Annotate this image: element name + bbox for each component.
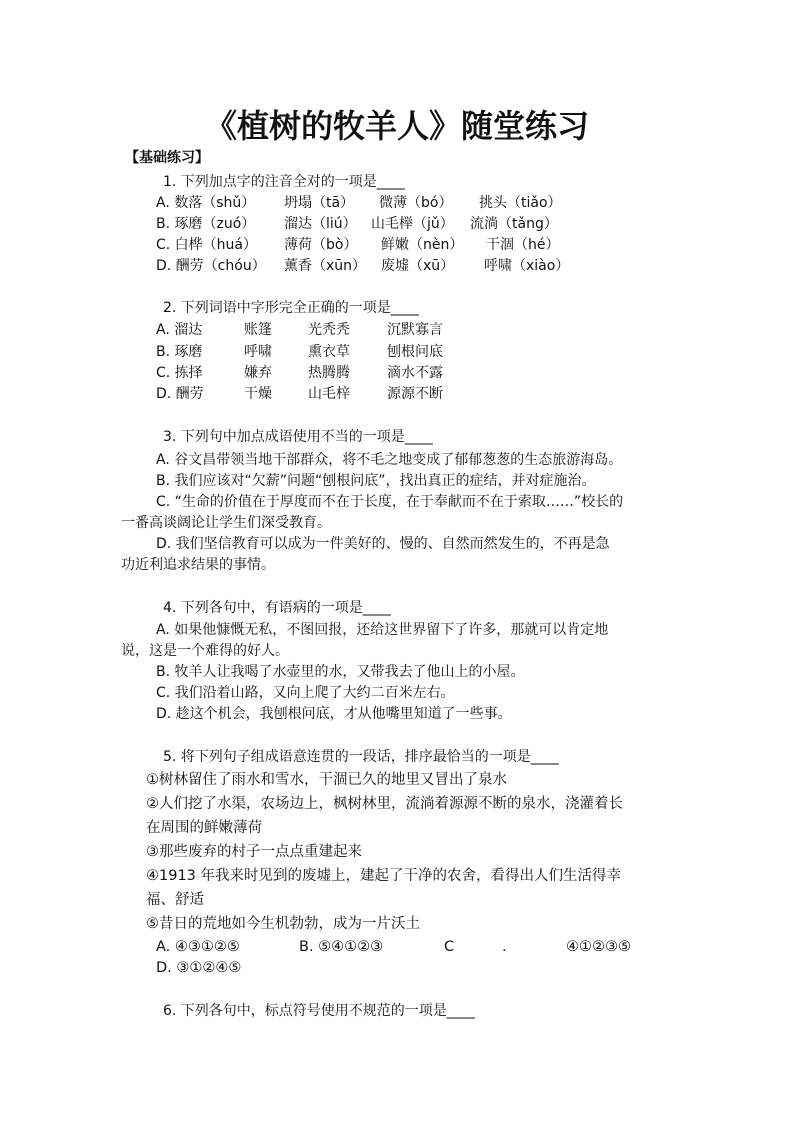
option-cell: 呼啸 — [244, 344, 272, 360]
option-a: A. ④③①②⑤ — [156, 939, 240, 955]
option-cell: 流淌（tǎng） — [470, 216, 558, 232]
question-4-option-a-cont: 说，这是一个难得的好人。 — [121, 643, 289, 659]
question-3-option-d-cont: 功近利追求结果的事情。 — [121, 557, 275, 573]
question-5-option-d: D. ③①②④⑤ — [156, 960, 242, 976]
question-4-option-b: B. 牧羊人让我喝了水壶里的水，又带我去了他山上的小屋。 — [156, 664, 525, 680]
option-cell: A. 溜达 — [156, 322, 203, 338]
question-3-option-c-cont: 一番高谈阔论让学生们深受教育。 — [121, 515, 331, 531]
question-5-sentence-2-cont: 在周围的鲜嫩薄荷 — [146, 820, 262, 836]
option-cell: 热腾腾 — [308, 365, 350, 381]
question-4-stem: 4. 下列各句中，有语病的一项是____ — [163, 600, 391, 616]
worksheet-title: 《植树的牧羊人》随堂练习 — [204, 107, 589, 145]
option-cell: 溜达（liú） — [284, 216, 357, 232]
option-cell: B. 琢磨（zuó） — [156, 216, 256, 232]
option-cell: D. 酬劳（chóu） — [156, 258, 266, 274]
option-b: B. ⑤④①②③ — [299, 939, 384, 955]
option-cell: 山毛榉（jǔ） — [371, 216, 454, 232]
question-4-option-c: C. 我们沿着山路，又向上爬了大约二百米左右。 — [156, 685, 455, 701]
question-5-sentence-5: ⑤昔日的荒地如今生机勃勃，成为一片沃土 — [146, 916, 420, 932]
question-1-stem: 1. 下列加点字的注音全对的一项是____ — [163, 174, 405, 190]
question-3-stem: 3. 下列句中加点成语使用不当的一项是____ — [163, 429, 433, 445]
question-2-stem: 2. 下列词语中字形完全正确的一项是____ — [163, 300, 419, 316]
option-cell: 刨根问底 — [387, 344, 443, 360]
option-cell: 干涸（hé） — [486, 237, 560, 253]
option-c-label: C — [444, 939, 455, 955]
question-5-sentence-2: ②人们挖了水渠，农场边上，枫树林里，流淌着源源不断的泉水，浇灌着长 — [146, 796, 623, 812]
question-6-stem: 6. 下列各句中，标点符号使用不规范的一项是____ — [163, 1003, 475, 1019]
question-5-sentence-4: ④1913 年我来时见到的废墟上，建起了干净的农舍，看得出人们生活得幸 — [146, 868, 622, 884]
option-cell: 光秃秃 — [308, 322, 350, 338]
option-cell: 账篷 — [244, 322, 272, 338]
question-5-sentence-1: ①树林留住了雨水和雪水，干涸已久的地里又冒出了泉水 — [146, 772, 507, 788]
option-cell: 源源不断 — [387, 386, 443, 402]
option-cell: 挑头（tiǎo） — [479, 195, 562, 211]
option-cell: 薄荷（bò） — [284, 237, 358, 253]
question-4-option-d: D. 趁这个机会，我刨根问底，才从他嘴里知道了一些事。 — [156, 706, 512, 722]
option-cell: 嫌弃 — [244, 365, 272, 381]
question-3-option-a: A. 谷文昌带领当地干部群众，将不毛之地变成了郁郁葱葱的生态旅游海岛。 — [156, 452, 623, 468]
option-cell: 山毛梓 — [308, 386, 350, 402]
question-3-option-c: C. “生命的价值在于厚度而不在于长度，在于奉献而不在于索取……”校长的 — [156, 494, 624, 510]
option-cell: D. 酬劳 — [156, 386, 204, 402]
option-cell: 坍塌（tā） — [284, 195, 355, 211]
question-5-sentence-3: ③那些废弃的村子一点点重建起来 — [146, 844, 362, 860]
option-cell: 沉默寡言 — [387, 322, 443, 338]
question-3-option-d: D. 我们坚信教育可以成为一件美好的、慢的、自然而然发生的，不再是急 — [156, 536, 610, 552]
option-cell: B. 琢磨 — [156, 344, 203, 360]
option-c: ④①②③⑤ — [566, 939, 631, 955]
option-cell: 鲜嫩（nèn） — [381, 237, 464, 253]
option-cell: A. 数落（shǔ） — [156, 195, 256, 211]
option-cell: C. 白桦（huá） — [156, 237, 258, 253]
option-c-dot: . — [502, 939, 507, 955]
option-cell: 熏衣草 — [308, 344, 350, 360]
question-3-option-b: B. 我们应该对“欠薪”问题“刨根问底”，找出真正的症结，并对症施治。 — [156, 473, 596, 489]
option-cell: 滴水不露 — [387, 365, 443, 381]
option-cell: 废墟（xū） — [381, 258, 455, 274]
option-cell: 干燥 — [244, 386, 272, 402]
question-5-stem: 5. 将下列句子组成语意连贯的一段话，排序最恰当的一项是____ — [163, 749, 559, 765]
option-cell: C. 拣择 — [156, 365, 203, 381]
option-cell: 薰香（xūn） — [284, 258, 367, 274]
section-heading: 【基础练习】 — [125, 150, 209, 166]
option-cell: 呼啸（xiào） — [484, 258, 570, 274]
question-5-sentence-4-cont: 福、舒适 — [146, 892, 204, 908]
option-cell: 微薄（bó） — [379, 195, 453, 211]
question-4-option-a: A. 如果他慷慨无私，不图回报，还给这世界留下了许多，那就可以肯定地 — [156, 622, 609, 638]
